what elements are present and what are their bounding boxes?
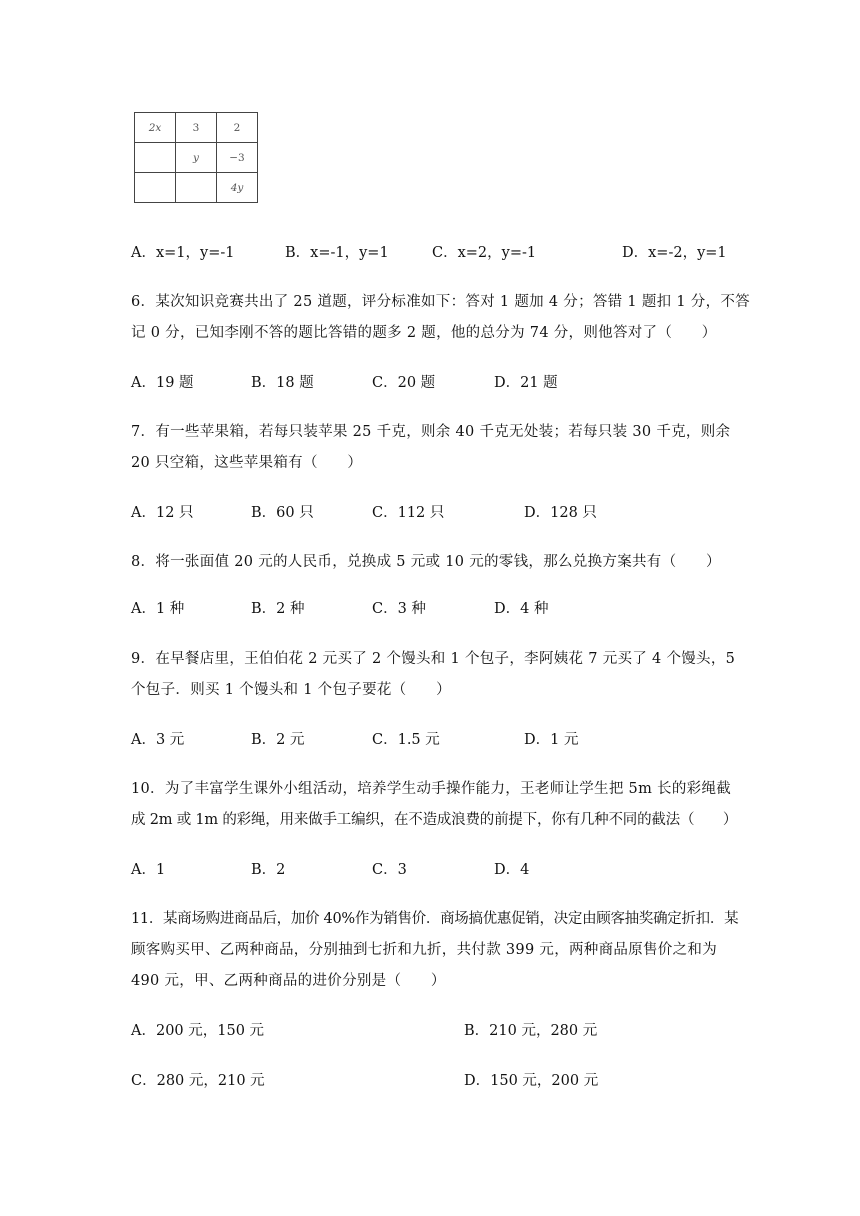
grid-row [135, 113, 258, 143]
option-b: B．2 元 [251, 732, 305, 748]
number-grid [134, 112, 258, 203]
question-text-line: 11．某商场购进商品后，加价 40%作为销售价．商场搞优惠促销，决定由顾客抽奖确定折扣．某 [131, 911, 739, 927]
option-c: C．3 [372, 862, 407, 878]
question-text-line: 10．为了丰富学生课外小组活动，培养学生动手操作能力，王老师让学生把 5m 长的彩绳截 [131, 781, 732, 797]
question-text-line: 490 元，甲、乙两种商品的进价分别是（ ） [131, 973, 446, 989]
grid-cell: 4y [217, 173, 258, 203]
question-text-line: 9．在早餐店里，王伯伯花 2 元买了 2 个馒头和 1 个包子，李阿姨花 7 元买了 4 个馒头，5 [131, 651, 736, 667]
grid-cell: 2 [217, 113, 258, 143]
grid-cell: y [176, 143, 217, 173]
option-d: D．150 元，200 元 [464, 1073, 599, 1089]
option-a: A．12 只 [131, 505, 194, 521]
option-d: D．x=-2，y=1 [622, 245, 727, 261]
option-b: B．60 只 [251, 505, 314, 521]
option-c: C．112 只 [372, 505, 445, 521]
question-text-line: 7．有一些苹果箱，若每只装苹果 25 千克，则余 40 千克无处装；若每只装 30 千克，则余 [131, 424, 731, 440]
option-d: D．4 [494, 862, 530, 878]
option-c: C．20 题 [372, 375, 436, 391]
option-d: D．21 题 [494, 375, 558, 391]
grid-row [135, 143, 258, 173]
option-c: C．3 种 [372, 601, 426, 617]
option-c: C．x=2，y=-1 [432, 245, 537, 261]
option-b: B．x=-1，y=1 [285, 245, 389, 261]
question-text-line: 记 0 分，已知李刚不答的题比答错的题多 2 题，他的总分为 74 分，则他答对了（ ） [131, 325, 717, 341]
grid-cell [135, 173, 176, 203]
option-b: B．210 元，280 元 [464, 1023, 598, 1039]
option-c: C．280 元，210 元 [131, 1073, 265, 1089]
option-d: D．1 元 [524, 732, 579, 748]
option-a: A．1 [131, 862, 166, 878]
question-text-line: 成 2m 或 1m 的彩绳，用来做手工编织，在不造成浪费的前提下，你有几种不同的截法（ ） [131, 812, 738, 828]
grid-cell [135, 143, 176, 173]
question-text-line: 顾客购买甲、乙两种商品，分别抽到七折和九折，共付款 399 元，两种商品原售价之和为 [131, 942, 717, 958]
option-c: C．1.5 元 [372, 732, 440, 748]
question-text-line: 个包子．则买 1 个馒头和 1 个包子要花（ ） [131, 682, 451, 698]
option-a: A．19 题 [131, 375, 194, 391]
option-b: B．2 种 [251, 601, 305, 617]
option-b: B．2 [251, 862, 286, 878]
option-d: D．128 只 [524, 505, 597, 521]
grid-cell: 2x [135, 113, 176, 143]
option-d: D．4 种 [494, 601, 549, 617]
option-a: A．3 元 [131, 732, 185, 748]
grid-cell [176, 173, 217, 203]
option-a: A．1 种 [131, 601, 185, 617]
grid-cell: −3 [217, 143, 258, 173]
grid-row [135, 173, 258, 203]
option-a: A．x=1，y=-1 [131, 245, 235, 261]
option-a: A．200 元，150 元 [131, 1023, 265, 1039]
grid-cell: 3 [176, 113, 217, 143]
question-text-line: 6．某次知识竞赛共出了 25 道题，评分标准如下：答对 1 题加 4 分；答错 1 题扣 1 分，不答 [131, 294, 750, 310]
option-b: B．18 题 [251, 375, 314, 391]
question-text-line: 20 只空箱，这些苹果箱有（ ） [131, 455, 363, 471]
question-text-line: 8．将一张面值 20 元的人民币，兑换成 5 元或 10 元的零钱，那么兑换方案共有（ ） [131, 554, 721, 570]
